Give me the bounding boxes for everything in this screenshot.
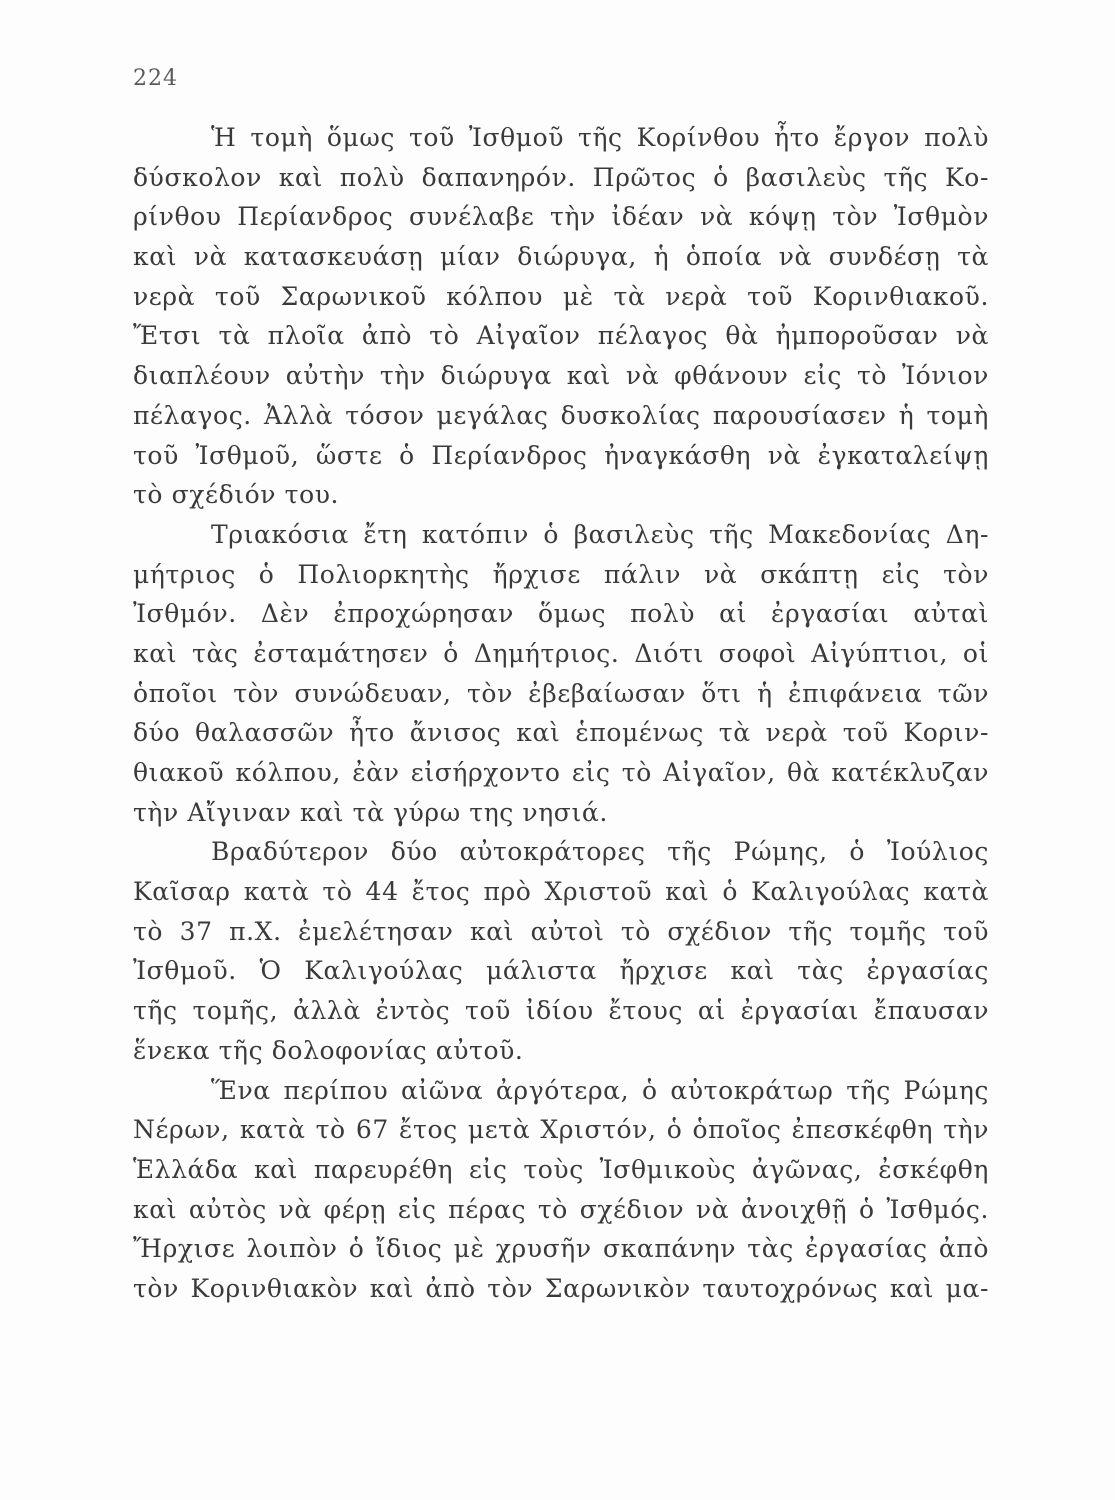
text-line: Ἕνα περίπου αἰῶνα ἀργότερα, ὁ αὐτοκράτωρ τῆς Ρώμης — [211, 1075, 989, 1105]
text-line: Ἑλλάδα καὶ παρευρέθη εἰς τοὺς Ἰσθμικοὺς ἀγῶνας, ἐσκέφθη — [133, 1154, 989, 1184]
text-line: θιακοῦ κόλπου, ἐὰν εἰσήρχοντο εἰς τὸ Αἰγαῖον, θὰ κατέκλυζαν — [133, 758, 989, 787]
text-line: Βραδύτερον δύο αὐτοκράτορες τῆς Ρώμης, ὁ Ἰούλιος — [211, 837, 989, 867]
text-line: ρίνθου Περίανδρος συνέλαβε τὴν ἰδέαν νὰ κόψῃ τὸν Ἰσθμὸν — [133, 202, 989, 232]
text-line: Ἤρχισε λοιπὸν ὁ ἴδιος μὲ χρυσῆν σκαπάνην τὰς ἐργασίας ἀπὸ — [133, 1234, 989, 1264]
text-line: καὶ νὰ κατασκευάσῃ μίαν διώρυγα, ἡ ὁποία νὰ συνδέσῃ τὰ — [133, 242, 989, 272]
text-line: τὸ 37 π.Χ. ἐμελέτησαν καὶ αὐτοὶ τὸ σχέδιον τῆς τομῆς τοῦ — [133, 916, 989, 946]
body-text — [133, 118, 989, 1309]
text-line: τὴν Αἴγιναν καὶ τὰ γύρω της νησιά. — [133, 797, 608, 827]
text-line: Καῖσαρ κατὰ τὸ 44 ἔτος πρὸ Χριστοῦ καὶ ὁ Καλιγούλας κατὰ — [133, 877, 989, 907]
text-line: ὁποῖοι τὸν συνώδευαν, τὸν ἐβεβαίωσαν ὅτι ἡ ἐπιφάνεια τῶν — [133, 678, 989, 708]
text-line: τὸν Κορινθιακὸν καὶ ἀπὸ τὸν Σαρωνικὸν ταυτοχρόνως καὶ μα- — [133, 1273, 989, 1303]
text-line: τὸ σχέδιόν του. — [133, 480, 340, 510]
text-line: Τριακόσια ἔτη κατόπιν ὁ βασιλεὺς τῆς Μακεδονίας Δη- — [211, 519, 989, 549]
text-line: πέλαγος. Ἀλλὰ τόσον μεγάλας δυσκολίας παρουσίασεν ἡ τομὴ — [133, 400, 989, 430]
text-line: Ἰσθμοῦ. Ὁ Καλιγούλας μάλιστα ἤρχισε καὶ τὰς ἐργασίας — [133, 956, 989, 986]
text-line: καὶ αὐτὸς νὰ φέρῃ εἰς πέρας τὸ σχέδιον νὰ ἀνοιχθῇ ὁ Ἰσθμός. — [133, 1194, 989, 1224]
text-line: τῆς τομῆς, ἀλλὰ ἐντὸς τοῦ ἰδίου ἔτους αἱ ἐργασίαι ἔπαυσαν — [133, 996, 989, 1026]
text-line: καὶ τὰς ἐσταμάτησεν ὁ Δημήτριος. Διότι σοφοὶ Αἰγύπτιοι, οἱ — [133, 638, 989, 668]
text-line: δύο θαλασσῶν ἦτο ἄνισος καὶ ἑπομένως τὰ νερὰ τοῦ Κοριν- — [133, 718, 989, 748]
text-line: διαπλέουν αὐτὴν τὴν διώρυγα καὶ νὰ φθάνουν εἰς τὸ Ἰόνιον — [133, 361, 989, 391]
text-line: Ἡ τομὴ ὅμως τοῦ Ἰσθμοῦ τῆς Κορίνθου ἦτο ἔργον πολὺ — [211, 123, 989, 152]
text-line: νερὰ τοῦ Σαρωνικοῦ κόλπου μὲ τὰ νερὰ τοῦ Κορινθιακοῦ. — [133, 281, 989, 311]
text-line: μήτριος ὁ Πολιορκητὴς ἤρχισε πάλιν νὰ σκάπτῃ εἰς τὸν — [133, 559, 989, 589]
text-line: ἕνεκα τῆς δολοφονίας αὐτοῦ. — [133, 1035, 524, 1065]
text-line: τοῦ Ἰσθμοῦ, ὥστε ὁ Περίανδρος ἠναγκάσθη νὰ ἐγκαταλείψῃ — [133, 440, 989, 470]
page-number: 224 — [133, 66, 178, 91]
text-line: Ἰσθμόν. Δὲν ἐπροχώρησαν ὅμως πολὺ αἱ ἐργασίαι αὐταὶ — [133, 599, 989, 629]
text-line: δύσκολον καὶ πολὺ δαπανηρόν. Πρῶτος ὁ βασιλεὺς τῆς Κο- — [133, 162, 989, 192]
text-line: Νέρων, κατὰ τὸ 67 ἔτος μετὰ Χριστόν, ὁ ὁποῖος ἐπεσκέφθη τὴν — [133, 1115, 989, 1145]
text-line: Ἔτσι τὰ πλοῖα ἀπὸ τὸ Αἰγαῖον πέλαγος θὰ ἠμποροῦσαν νὰ — [133, 321, 989, 351]
